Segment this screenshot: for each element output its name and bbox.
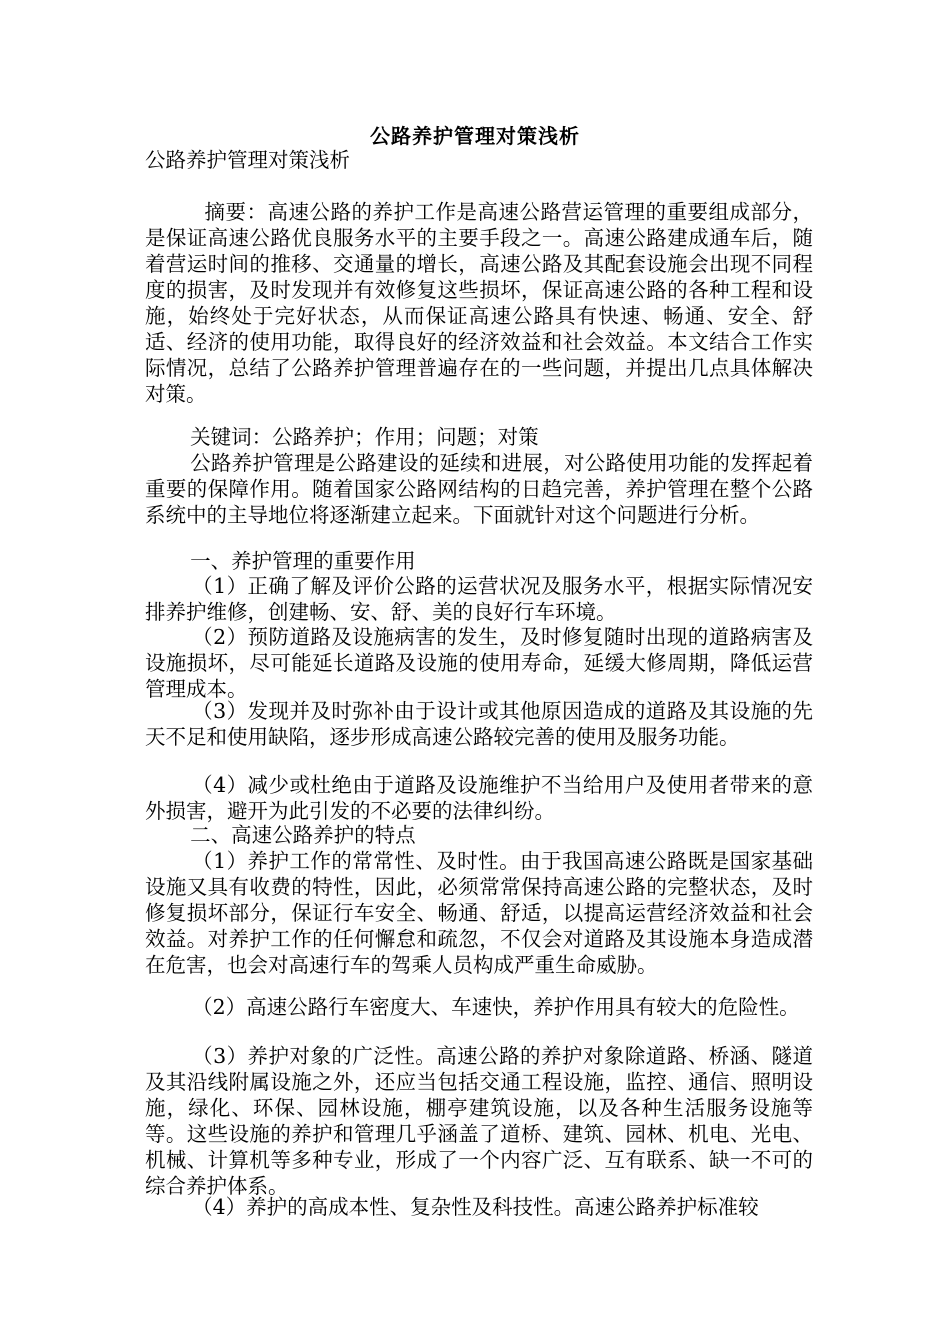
- document-title: 公路养护管理对策浅析: [370, 124, 580, 148]
- section1-item-4: （4）减少或杜绝由于道路及设施维护不当给用户及使用者带来的意外损害，避开为此引发的不必要的法律纠纷。: [145, 773, 813, 823]
- section2-item-4: （4）养护的高成本性、复杂性及科技性。高速公路养护标准较: [192, 1195, 759, 1219]
- section2-item-1: （1）养护工作的常常性、及时性。由于我国高速公路既是国家基础设施又具有收费的特性，因此，必须常常保持高速公路的完整状态，及时修复损坏部分，保证行车安全、畅通、舒适，以提高运营经济效益和社会效益。对养护工作的任何懈怠和疏忽，不仅会对道路及其设施本身造成潜在危害，也会对高速行车的驾乘人员构成严重生命威胁。: [145, 849, 813, 977]
- section1-item-3: （3）发现并及时弥补由于设计或其他原因造成的道路及其设施的先天不足和使用缺陷，逐步形成高速公路较完善的使用及服务功能。: [145, 699, 813, 749]
- section1-item-2: （2）预防道路及设施病害的发生，及时修复随时出现的道路病害及设施损坏，尽可能延长道路及设施的使用寿命，延缓大修周期，降低运营管理成本。: [145, 625, 813, 701]
- abstract-paragraph: 摘要：高速公路的养护工作是高速公路营运管理的重要组成部分，是保证高速公路优良服务水平的主要手段之一。高速公路建成通车后，随着营运时间的推移、交通量的增长，高速公路及其配套设施会出现不同程度的损害，及时发现并有效修复这些损坏，保证高速公路的各种工程和设施，始终处于完好状态，从而保证高速公路具有快速、畅通、安全、舒适、经济的使用功能，取得良好的经济效益和社会效益。本文结合工作实际情况，总结了公路养护管理普遍存在的一些问题，并提出几点具体解决对策。: [145, 200, 813, 406]
- document-subtitle: 公路养护管理对策浅析: [145, 148, 350, 172]
- section-heading-1: 一、养护管理的重要作用: [190, 549, 416, 573]
- section2-item-2: （2）高速公路行车密度大、车速快，养护作用具有较大的危险性。: [192, 995, 800, 1019]
- section1-item-1: （1）正确了解及评价公路的运营状况及服务水平，根据实际情况安排养护维修，创建畅、安、舒、美的良好行车环境。: [145, 574, 813, 624]
- section-heading-2: 二、高速公路养护的特点: [190, 823, 416, 847]
- intro-paragraph: 公路养护管理是公路建设的延续和进展，对公路使用功能的发挥起着重要的保障作用。随着国家公路网结构的日趋完善，养护管理在整个公路系统中的主导地位将逐渐建立起来。下面就针对这个问题进行分析。: [145, 451, 813, 527]
- keywords-line: 关键词：公路养护；作用；问题；对策: [190, 425, 539, 449]
- section2-item-3: （3）养护对象的广泛性。高速公路的养护对象除道路、桥涵、隧道及其沿线附属设施之外，还应当包括交通工程设施，监控、通信、照明设施，绿化、环保、园林设施，棚亭建筑设施，以及各种生活服务设施等等。这些设施的养护和管理几乎涵盖了道桥、建筑、园林、机电、光电、机械、计算机等多种专业，形成了一个内容广泛、互有联系、缺一不可的综合养护体系。: [145, 1044, 813, 1198]
